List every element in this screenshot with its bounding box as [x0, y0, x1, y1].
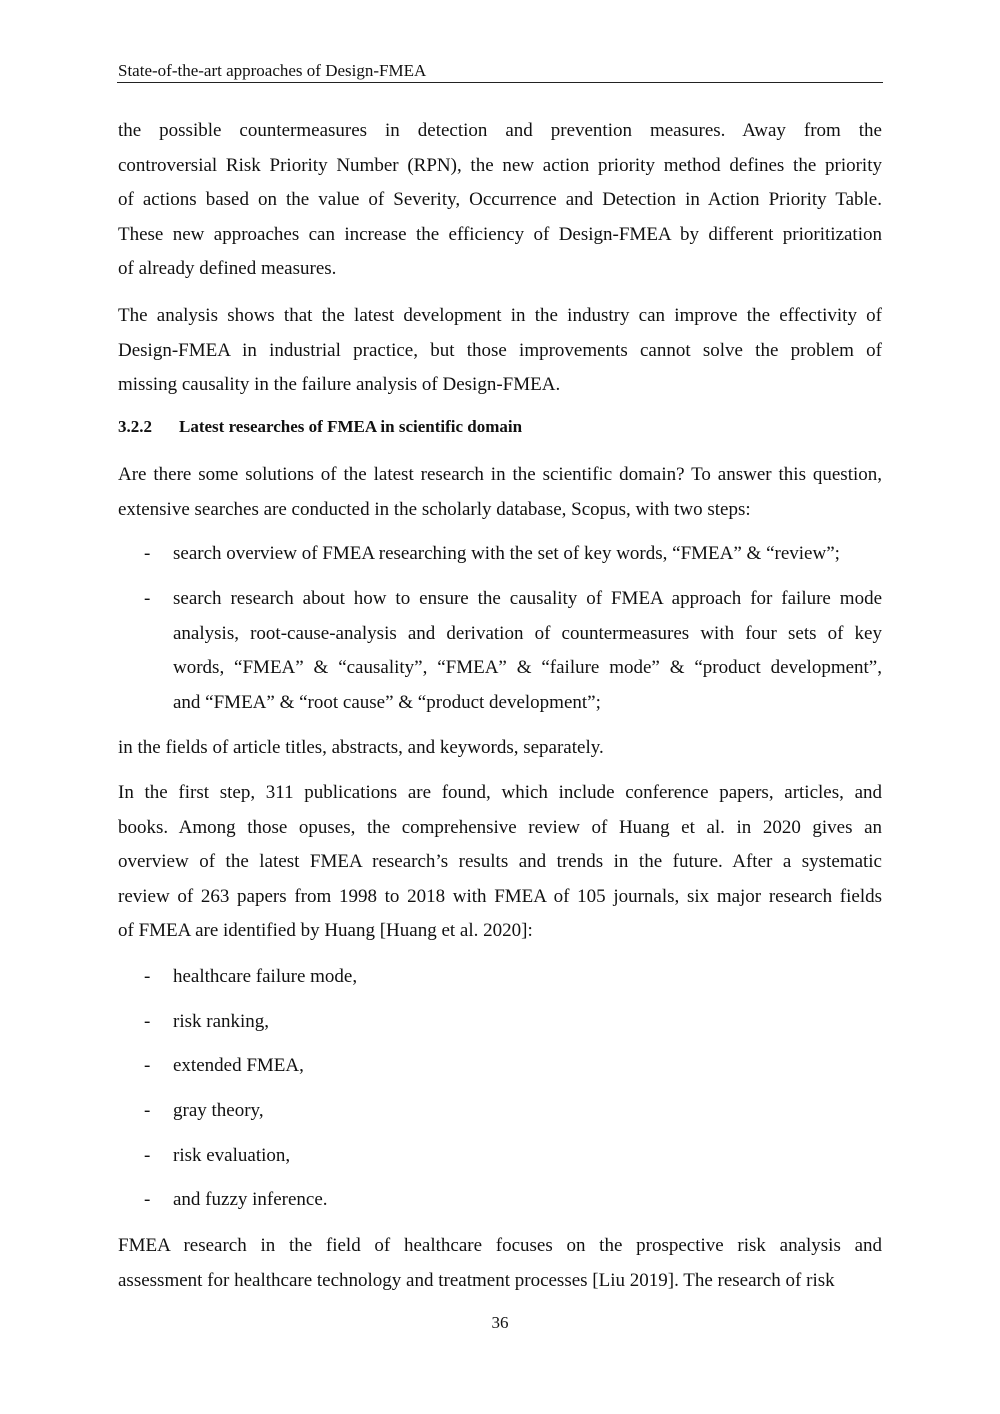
running-header: State-of-the-art approaches of Design-FMEA	[118, 61, 427, 80]
paragraph	[118, 1229, 882, 1298]
text-line: of actions based on the value of Severity, Occurrence and Detection in Action Priority Table.	[118, 189, 882, 211]
list-item	[118, 1094, 882, 1129]
list-item	[118, 1139, 882, 1174]
text-line: overview of the latest FMEA research’s results and trends in the future. After a systematic	[118, 851, 882, 873]
section-heading	[118, 417, 522, 437]
text-line: search research about how to ensure the causality of FMEA approach for failure mode	[173, 588, 882, 609]
list-item-text	[173, 537, 882, 572]
list-item	[118, 537, 882, 572]
bullet-dash: -	[144, 1189, 151, 1210]
text-line: analysis, root-cause-analysis and derivation of countermeasures with four sets of key	[173, 622, 882, 644]
paragraph	[118, 458, 882, 527]
text-line: Are there some solutions of the latest research in the scientific domain? To answer this question,	[118, 464, 882, 485]
section-number: 3.2.2	[118, 417, 152, 436]
list-item-text: extended FMEA,	[173, 1055, 304, 1076]
page-number: 36	[491, 1313, 509, 1332]
text-line: search overview of FMEA researching with the set of key words, “FMEA” & “review”;	[173, 543, 840, 564]
text-line: These new approaches can increase the efficiency of Design-FMEA by different prioritization	[118, 223, 882, 245]
paragraph	[118, 776, 882, 949]
text-line: review of 263 papers from 1998 to 2018 with FMEA of 105 journals, six major research fields	[118, 885, 882, 907]
list-item-text: risk ranking,	[173, 1011, 270, 1032]
text-line: The analysis shows that the latest development in the industry can improve the effectivity of	[118, 305, 882, 326]
bullet-dash: -	[144, 543, 151, 564]
text-line: assessment for healthcare technology and treatment processes [Liu 2019]. The research of risk	[118, 1269, 835, 1291]
paragraph	[118, 299, 882, 403]
text-line: Design-FMEA in industrial practice, but those improvements cannot solve the problem of	[118, 339, 882, 361]
text-line: FMEA research in the field of healthcare focuses on the prospective risk analysis and	[118, 1235, 882, 1256]
text-line: missing causality in the failure analysis of Design-FMEA.	[118, 374, 561, 396]
text-line: controversial Risk Priority Number (RPN), the new action priority method defines the priority	[118, 154, 882, 176]
list-item	[118, 1183, 882, 1218]
header-rule	[117, 82, 883, 83]
bullet-dash: -	[144, 1100, 151, 1121]
list-item-text	[173, 582, 882, 720]
list-item	[118, 582, 882, 720]
list-item-text: healthcare failure mode,	[173, 966, 358, 987]
text-line: of already defined measures.	[118, 258, 337, 280]
text-line: of FMEA are identified by Huang [Huang et al. 2020]:	[118, 920, 533, 942]
list-item	[118, 960, 882, 995]
bullet-dash: -	[144, 1145, 151, 1166]
bullet-dash: -	[144, 1011, 151, 1032]
list-item-text: gray theory,	[173, 1100, 264, 1121]
list-item-text: risk evaluation,	[173, 1145, 291, 1166]
list-item-text: and fuzzy inference.	[173, 1189, 328, 1210]
paragraph	[118, 114, 882, 287]
bullet-dash: -	[144, 588, 151, 609]
section-title: Latest researches of FMEA in scientific domain	[179, 417, 523, 436]
bullet-dash: -	[144, 966, 151, 987]
text-line: words, “FMEA” & “causality”, “FMEA” & “failure mode” & “product development”,	[173, 657, 882, 679]
list-item	[118, 1005, 882, 1040]
paragraph	[118, 731, 882, 766]
text-line: in the fields of article titles, abstracts, and keywords, separately.	[118, 737, 604, 758]
text-line: In the first step, 311 publications are found, which include conference papers, articles, and	[118, 782, 882, 803]
bullet-dash: -	[144, 1055, 151, 1076]
text-line: books. Among those opuses, the comprehensive review of Huang et al. in 2020 gives an	[118, 816, 882, 838]
text-line: and “FMEA” & “root cause” & “product development”;	[173, 691, 601, 713]
text-line: extensive searches are conducted in the scholarly database, Scopus, with two steps:	[118, 498, 751, 520]
text-line: the possible countermeasures in detection and prevention measures. Away from the	[118, 120, 882, 141]
list-item	[118, 1049, 882, 1084]
